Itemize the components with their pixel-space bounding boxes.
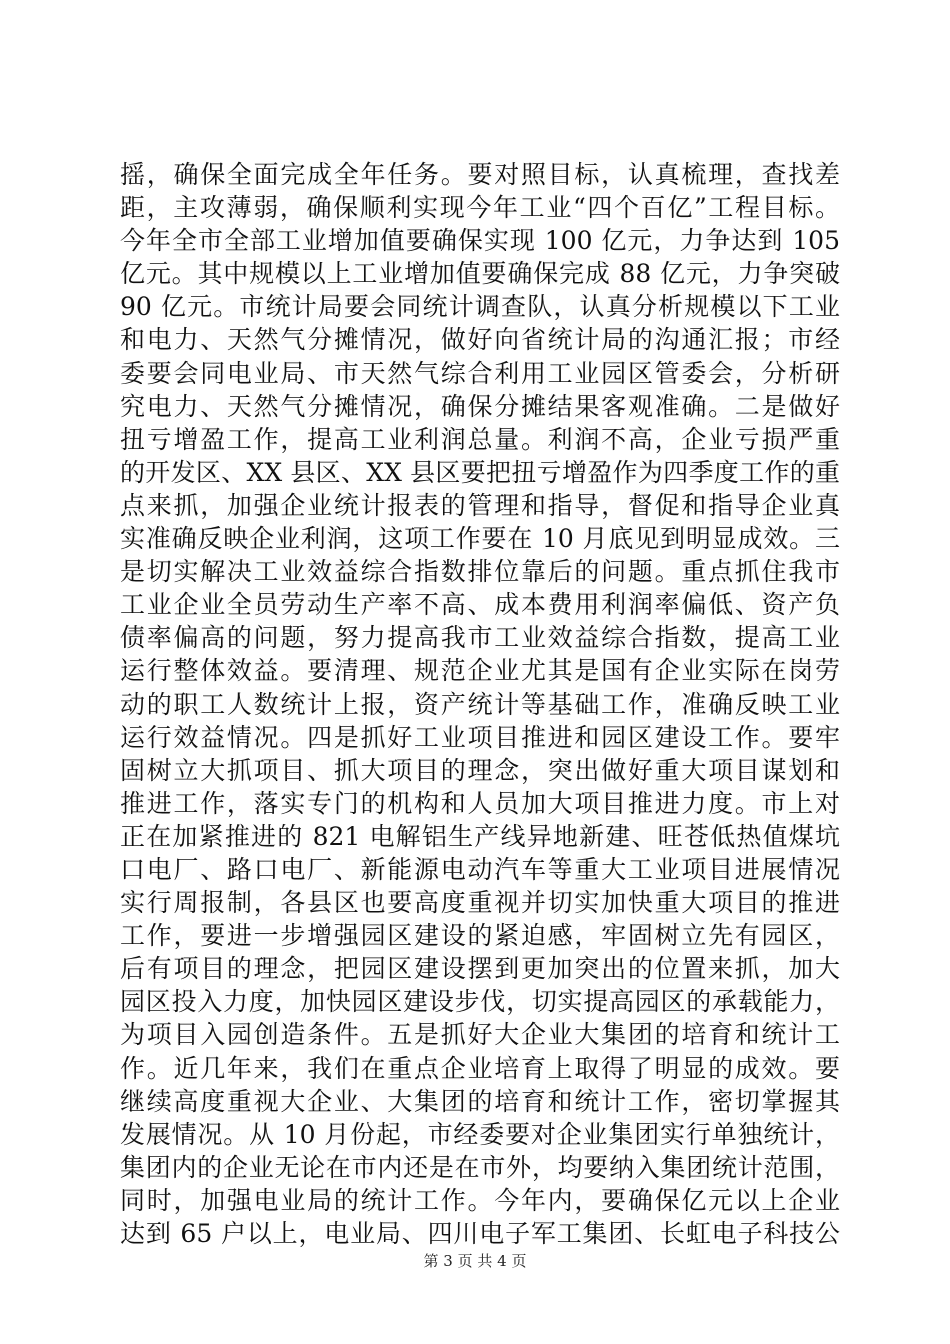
text-line: 90 亿元。市统计局要会同统计调查队，认真分析规模以下工业	[120, 292, 840, 322]
text-line: 口电厂、路口电厂、新能源电动汽车等重大工业项目进展情况	[120, 854, 840, 884]
text-line: 工作，要进一步增强园区建设的紧迫感，牢固树立先有园区，	[120, 921, 840, 951]
text-line: 债率偏高的问题，努力提高我市工业效益综合指数，提高工业	[120, 623, 840, 653]
text-line: 达到 65 户以上，电业局、四川电子军工集团、长虹电子科技公	[120, 1219, 840, 1248]
text-line: 后有项目的理念，把园区建设摆到更加突出的位置来抓，加大	[120, 954, 840, 984]
text-line: 固树立大抓项目、抓大项目的理念，突出做好重大项目谋划和	[120, 755, 840, 785]
text-line: 摇，确保全面完成全年任务。要对照目标，认真梳理，查找差	[120, 160, 840, 189]
text-line: 是切实解决工业效益综合指数排位靠后的问题。重点抓住我市	[120, 557, 840, 587]
text-line: 工业企业全员劳动生产率不高、成本费用利润率偏低、资产负	[120, 590, 840, 620]
text-line: 动的职工人数统计上报，资产统计等基础工作，准确反映工业	[120, 689, 840, 719]
text-line: 实准确反映企业利润，这项工作要在 10 月底见到明显成效。三	[120, 524, 840, 554]
text-line: 推进工作，落实专门的机构和人员加大项目推进力度。市上对	[120, 788, 840, 818]
text-line: 运行效益情况。四是抓好工业项目推进和园区建设工作。要牢	[120, 722, 840, 752]
text-line: 究电力、天然气分摊情况，确保分摊结果客观准确。二是做好	[120, 391, 840, 421]
text-line: 发展情况。从 10 月份起，市经委要对企业集团实行单独统计，	[120, 1119, 840, 1149]
text-line: 作。近几年来，我们在重点企业培育上取得了明显的成效。要	[120, 1053, 840, 1083]
text-line: 继续高度重视大企业、大集团的培育和统计工作，密切掌握其	[120, 1086, 840, 1116]
text-line: 和电力、天然气分摊情况，做好向省统计局的沟通汇报；市经	[120, 325, 840, 355]
text-line: 今年全市全部工业增加值要确保实现 100 亿元，力争达到 105	[120, 226, 840, 256]
text-line: 点来抓，加强企业统计报表的管理和指导，督促和指导企业真	[120, 490, 840, 520]
text-line: 亿元。其中规模以上工业增加值要确保完成 88 亿元，力争突破	[120, 259, 840, 289]
text-line: 同时，加强电业局的统计工作。今年内，要确保亿元以上企业	[120, 1185, 840, 1215]
text-line: 扭亏增盈工作，提高工业利润总量。利润不高，企业亏损严重	[120, 424, 840, 454]
text-line: 实行周报制，各县区也要高度重视并切实加快重大项目的推进	[120, 888, 840, 918]
text-line: 集团内的企业无论在市内还是在市外，均要纳入集团统计范围，	[120, 1152, 840, 1182]
text-line: 的开发区、XX 县区、XX 县区要把扭亏增盈作为四季度工作的重	[120, 457, 840, 487]
text-line: 距，主攻薄弱，确保顺利实现今年工业“四个百亿”工程目标。	[120, 193, 840, 223]
text-line: 委要会同电业局、市天然气综合利用工业园区管委会，分析研	[120, 358, 840, 388]
text-line: 园区投入力度，加快园区建设步伐，切实提高园区的承载能力，	[120, 987, 840, 1017]
text-line: 为项目入园创造条件。五是抓好大企业大集团的培育和统计工	[120, 1020, 840, 1050]
text-line: 运行整体效益。要清理、规范企业尤其是国有企业实际在岗劳	[120, 656, 840, 686]
text-line: 正在加紧推进的 821 电解铝生产线异地新建、旺苍低热值煤坑	[120, 821, 840, 851]
body-paragraph	[120, 158, 840, 1250]
page-number-footer: 第 3 页 共 4 页	[423, 1252, 527, 1270]
